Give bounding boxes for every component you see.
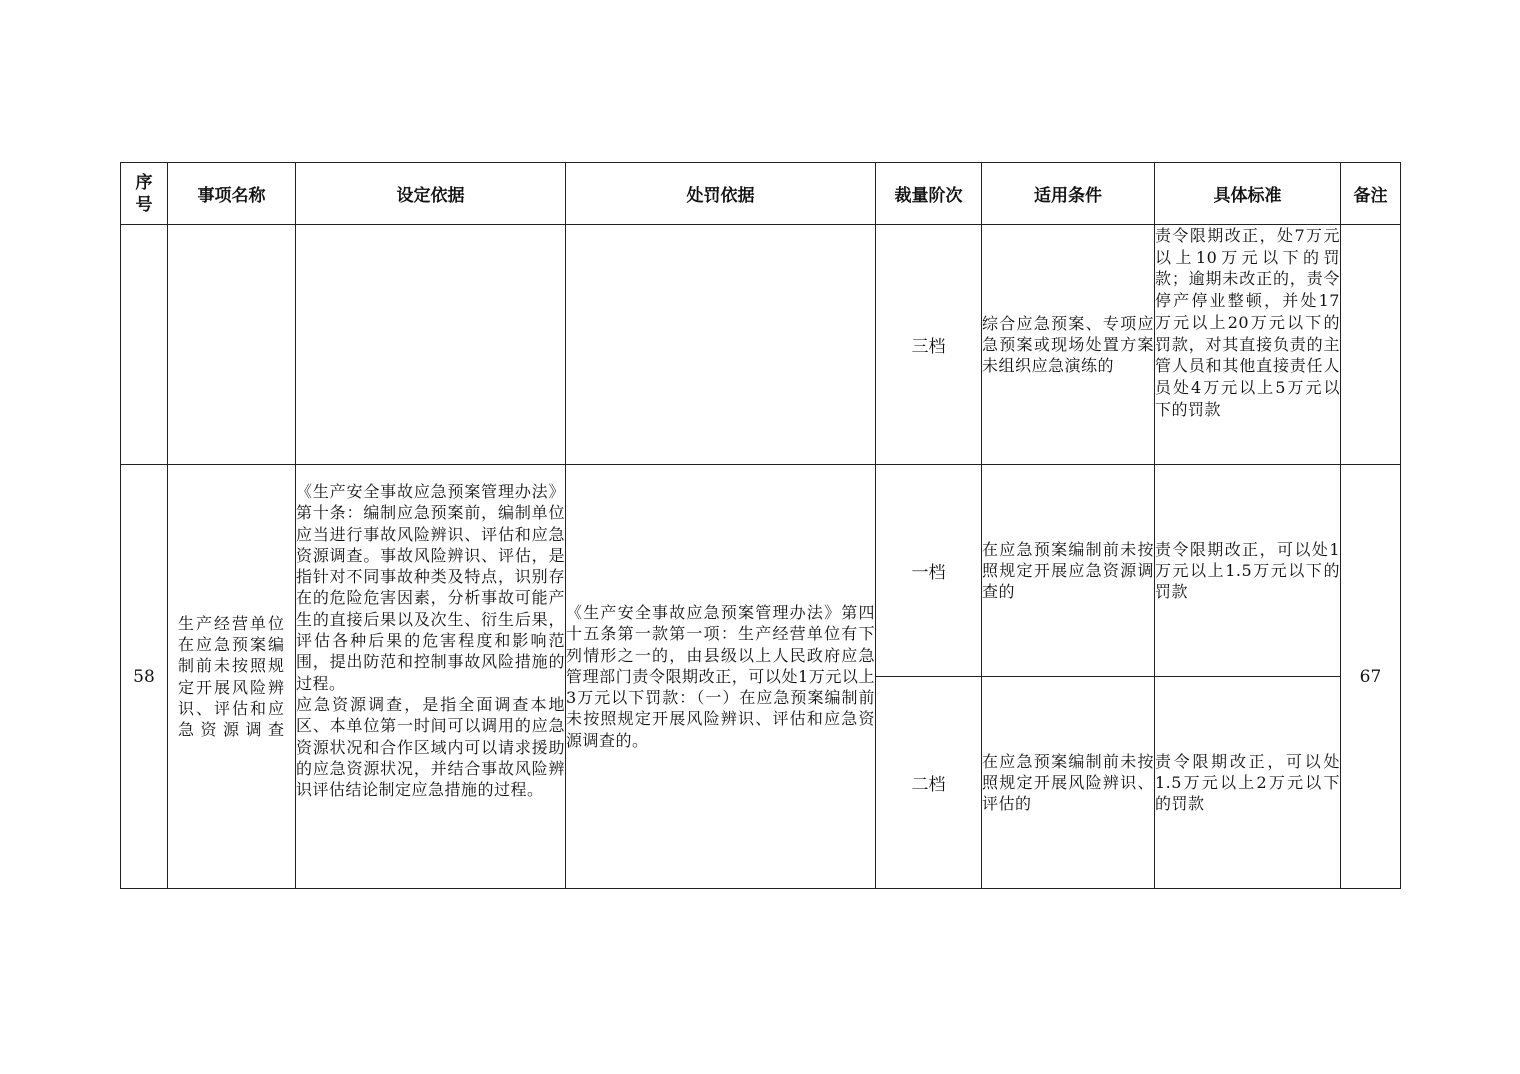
header-condition: 适用条件 <box>982 163 1155 225</box>
basis-set-paragraph: 应急资源调查，是指全面调查本地区、本单位第一时间可以调用的应急资源状况和合作区域内可以请求援助的应急资源状况，并结合事故风险辨识评估结论制定应急措施的过程。 <box>296 694 565 800</box>
header-basis-penalty: 处罚依据 <box>566 163 876 225</box>
header-level: 裁量阶次 <box>876 163 982 225</box>
row-basis-set <box>296 465 566 889</box>
row-basis-penalty <box>566 225 876 465</box>
header-remark: 备注 <box>1341 163 1401 225</box>
header-seq <box>121 163 168 225</box>
header-basis-set: 设定依据 <box>296 163 566 225</box>
row-seq <box>121 225 168 465</box>
row-standard: 责令限期改正，处7万元以上10万元以下的罚款；逾期未改正的，责令停产停业整顿，并处17万元以上20万元以下的罚款，对其直接负责的主管人员和其他直接责任人员处4万元以上5万元以下的罚款 <box>1155 225 1341 465</box>
table-row <box>121 225 1401 465</box>
row-item-name <box>168 225 296 465</box>
item-name-text: 生产经营单位在应急预案编制前未按照规定开展风险辨识、评估和应急资源调查 <box>178 613 285 740</box>
table-header-row <box>121 163 1401 225</box>
row-seq: 58 <box>121 465 168 889</box>
header-seq-label: 序号 <box>135 172 153 215</box>
row-condition: 综合应急预案、专项应急预案或现场处置方案未组织应急演练的 <box>982 225 1155 465</box>
row-standard: 责令限期改正，可以处1万元以上1.5万元以下的罚款 <box>1155 465 1341 677</box>
row-basis-penalty: 《生产安全事故应急预案管理办法》第四十五条第一款第一项：生产经营单位有下列情形之一的，由县级以上人民政府应急管理部门责令限期改正，可以处1万元以上3万元以下罚款：（一）在应急预案编制前未按照规定开展风险辨识、评估和应急资源调查的。 <box>566 465 876 889</box>
row-level: 二档 <box>876 677 982 889</box>
header-item-name: 事项名称 <box>168 163 296 225</box>
row-condition: 在应急预案编制前未按照规定开展风险辨识、评估的 <box>982 677 1155 889</box>
row-remark: 67 <box>1341 465 1401 889</box>
table-row <box>121 465 1401 677</box>
row-standard: 责令限期改正，可以处1.5万元以上2万元以下的罚款 <box>1155 677 1341 889</box>
row-level: 三档 <box>876 225 982 465</box>
row-remark <box>1341 225 1401 465</box>
row-condition: 在应急预案编制前未按照规定开展应急资源调查的 <box>982 465 1155 677</box>
row-level: 一档 <box>876 465 982 677</box>
penalty-standard-table <box>120 162 1401 889</box>
row-item-name <box>168 465 296 889</box>
basis-set-paragraph: 《生产安全事故应急预案管理办法》第十条：编制应急预案前，编制单位应当进行事故风险辨识、评估和应急资源调查。事故风险辨识、评估，是指针对不同事故种类及特点，识别存在的危险危害因素，分析事故可能产生的直接后果以及次生、衍生后果，评估各种后果的危害程度和影响范围，提出防范和控制事故风险措施的过程。 <box>296 482 565 693</box>
header-standard: 具体标准 <box>1155 163 1341 225</box>
row-basis-set <box>296 225 566 465</box>
